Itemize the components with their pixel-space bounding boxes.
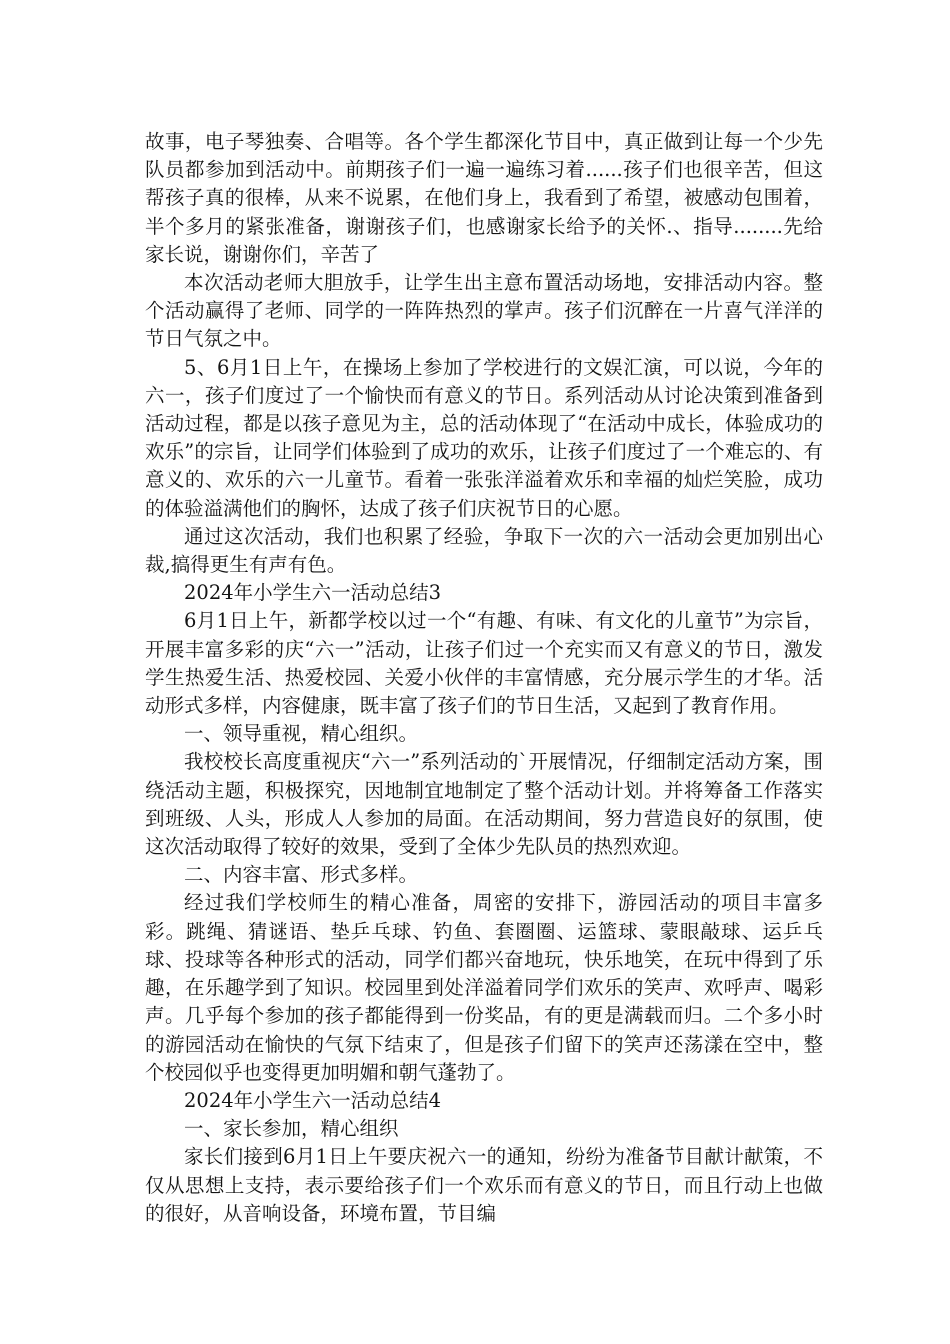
document-page [145, 128, 823, 1228]
paragraph-june-first-performance: 5、6月1日上午，在操场上参加了学校进行的文娱汇演，可以说，今年的六一，孩子们度过了一个愉快而有意义的节日。系列活动从讨论决策到准备到活动过程，都是以孩子意见为主，总的活动体现了“在活动中成长，体验成功的欢乐”的宗旨，让同学们体验到了成功的欢乐，让孩子们度过了一个难忘的、有意义的、欢乐的六一儿童节。看着一张张洋溢着欢乐和幸福的灿烂笑脸，成功的体验溢满他们的胸怀，达成了孩子们庆祝节日的心愿。 [145, 355, 823, 520]
section-heading-summary-3: 2024年小学生六一活动总结3 [184, 581, 442, 605]
subheading-leadership: 一、领导重视，精心组织。 [184, 722, 419, 746]
subheading-rich-content: 二、内容丰富、形式多样。 [184, 863, 419, 887]
paragraph-garden-activities: 经过我们学校师生的精心准备，周密的安排下，游园活动的项目丰富多彩。跳绳、猜谜语、垫乒乓球、钓鱼、套圈圈、运篮球、蒙眼敲球、运乒乓球、投球等各种形式的活动，同学们都兴奋地玩，快乐地笑，在玩中得到了乐趣，在乐趣学到了知识。校园里到处洋溢着同学们欢乐的笑声、欢呼声、喝彩声。几乎每个参加的孩子都能得到一份奖品，有的更是满载而归。二个多小时的游园活动在愉快的气氛下结束了，但是孩子们留下的笑声还荡漾在空中，整个校园似乎也变得更加明媚和朝气蓬勃了。 [145, 891, 823, 1084]
subheading-parents: 一、家长参加，精心组织 [184, 1117, 399, 1141]
paragraph-experience-summary: 通过这次活动，我们也积累了经验，争取下一次的六一活动会更加别出心裁,搞得更生有声有色。 [145, 524, 823, 577]
paragraph-parents-notice: 家长们接到6月1日上午要庆祝六一的通知，纷纷为准备节目献计献策，不仅从思想上支持，表示要给孩子们一个欢乐而有意义的节日，而且行动上也做的很好，从音响设备，环境布置，节目编 [145, 1145, 823, 1225]
section-heading-summary-4: 2024年小学生六一活动总结4 [184, 1088, 442, 1112]
paragraph-teacher-hands-off: 本次活动老师大胆放手，让学生出主意布置活动场地，安排活动内容。整个活动赢得了老师、同学的一阵阵热烈的掌声。孩子们沉醉在一片喜气洋洋的节日气氛之中。 [145, 271, 823, 351]
paragraph-continued-story: 故事，电子琴独奏、合唱等。各个学生都深化节目中，真正做到让每一个少先队员都参加到活动中。前期孩子们一遍一遍练习着......孩子们也很辛苦，但这帮孩子真的很棒，从来不说累，在他们身上，我看到了希望，被感动包围着，半个多月的紧张准备，谢谢孩子们，也感谢家长给予的关怀.、指导........先给家长说，谢谢你们，辛苦了 [145, 130, 823, 266]
paragraph-xindu-school: 6月1日上午，新都学校以过一个“有趣、有味、有文化的儿童节”为宗旨，开展丰富多彩的庆“六一”活动，让孩子们过一个充实而又有意义的节日，激发学生热爱生活、热爱校园、关爱小伙伴的丰富情感，充分展示学生的才华。活动形式多样，内容健康，既丰富了孩子们的节日生活，又起到了教育作用。 [145, 609, 823, 718]
paragraph-principal: 我校校长高度重视庆“六一”系列活动的`开展情况，仔细制定活动方案，围绕活动主题，积极探究，因地制宜地制定了整个活动计划。并将筹备工作落实到班级、人头，形成人人参加的局面。在活动期间，努力营造良好的氛围，使这次活动取得了较好的效果，受到了全体少先队员的热烈欢迎。 [145, 750, 823, 859]
